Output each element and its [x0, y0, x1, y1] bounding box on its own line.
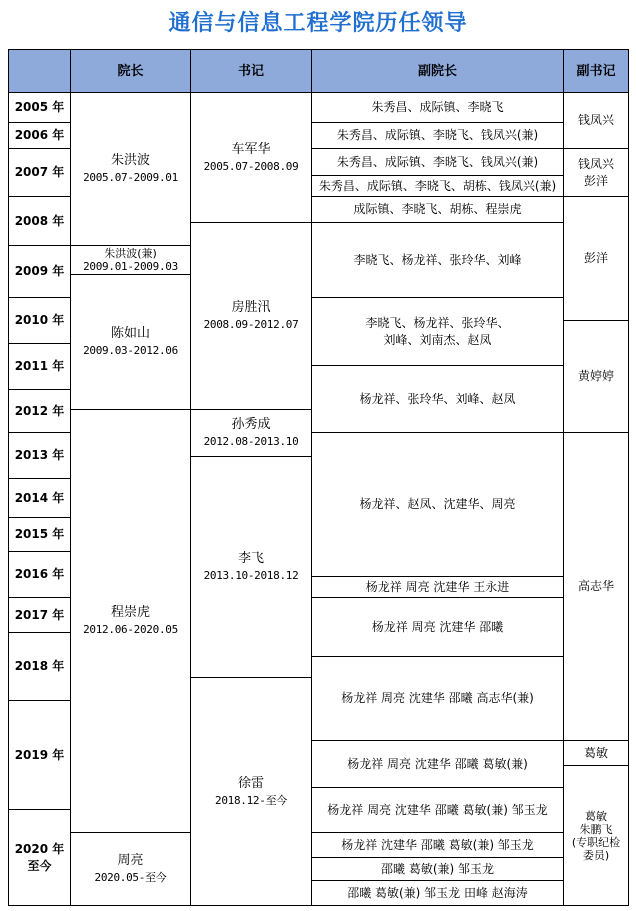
secretary-cell: [190, 677, 312, 906]
dean-period: 2012.06-2020.05: [83, 623, 178, 636]
year-cell: [8, 432, 71, 479]
vice-secretary-cell: [563, 765, 629, 906]
year-label: 2014 年: [14, 490, 65, 505]
year-label: 2019 年: [14, 747, 65, 762]
header-secretary: [190, 49, 312, 93]
dean-name: 周亮: [117, 853, 144, 868]
vice-dean-cell: [311, 597, 564, 657]
vice-dean-cell: [311, 787, 564, 833]
vice-secretary-cell: [563, 740, 629, 766]
vice-dean-cell: [311, 656, 564, 741]
vice-dean-cell: [311, 196, 564, 223]
vice-secretary-cell: [563, 196, 629, 321]
year-cell: [8, 517, 71, 552]
secretary-name: 李飞: [237, 551, 264, 566]
vice-secretary-names: 葛敏 朱鹏飞 (专职纪检 委员): [571, 809, 621, 862]
year-cell: [8, 597, 71, 633]
secretary-cell: [190, 222, 312, 410]
year-cell: [8, 196, 71, 246]
vice-dean-names: 李晓飞、杨龙祥、张玲华、 刘峰、刘南杰、赵凤: [365, 315, 510, 347]
year-cell: [8, 809, 71, 906]
year-label: 2015 年: [14, 527, 65, 541]
vice-dean-cell: [311, 175, 564, 197]
vice-dean-names: 杨龙祥 沈建华 邵曦 葛敏(兼) 邹玉龙: [341, 837, 534, 852]
secretary-period: 2008.09-2012.07: [203, 318, 299, 331]
vice-dean-names: 朱秀昌、成际镇、李晓飞: [371, 100, 504, 114]
secretary-name: 孙秀成: [231, 417, 271, 432]
dean-cell: [70, 409, 191, 833]
vice-dean-names: 杨龙祥、赵凤、沈建华、周亮: [359, 497, 516, 511]
dean-cell: [70, 274, 191, 410]
secretary-name: 车军华: [231, 141, 271, 157]
vice-secretary-cell: [563, 148, 629, 197]
vice-dean-names: 李晓飞、杨龙祥、张玲华、刘峰: [353, 252, 522, 267]
vice-dean-cell: [311, 740, 564, 788]
vice-dean-cell: [311, 148, 564, 176]
header-vice-secretary-label: 副书记: [576, 63, 616, 79]
vice-secretary-names: 葛敏: [583, 745, 608, 760]
vice-dean-names: 杨龙祥 周亮 沈建华 邵曦 葛敏(兼) 邹玉龙: [327, 802, 548, 817]
year-cell: [8, 478, 71, 518]
year-label: 2010 年: [14, 313, 65, 327]
vice-secretary-cell: [563, 432, 629, 741]
year-cell: [8, 700, 71, 810]
dean-name: 朱洪波: [110, 153, 150, 168]
vice-dean-cell: [311, 832, 564, 858]
year-label: 2005 年: [14, 100, 65, 114]
secretary-period: 2018.12-至今: [215, 793, 287, 807]
year-label: 2011 年: [14, 359, 65, 373]
dean-period: 2005.07-2009.01: [83, 171, 178, 184]
secretary-name: 徐雷: [237, 775, 264, 791]
header-dean: [70, 49, 191, 93]
vice-dean-names: 杨龙祥 周亮 沈建华 邵曦: [371, 619, 504, 634]
vice-dean-names: 朱秀昌、成际镇、李晓飞、钱凤兴(兼): [336, 154, 539, 169]
vice-dean-names: 杨龙祥 周亮 沈建华 邵曦 葛敏(兼): [347, 756, 528, 771]
vice-dean-cell: [311, 222, 564, 298]
header-vice-secretary: [563, 49, 629, 93]
vice-secretary-cell: [563, 320, 629, 433]
year-label: 2017 年: [14, 607, 65, 622]
dean-cell: [70, 92, 191, 246]
vice-dean-cell: [311, 857, 564, 881]
vice-secretary-names: 黄婷婷: [577, 369, 614, 383]
vice-dean-names: 杨龙祥 周亮 沈建华 王永进: [365, 579, 510, 594]
header-year: [8, 49, 71, 93]
vice-secretary-names: 钱凤兴: [577, 113, 614, 127]
year-cell: [8, 551, 71, 598]
year-cell: [8, 122, 71, 149]
year-cell: [8, 92, 71, 123]
header-vice-dean: [311, 49, 564, 93]
vice-dean-names: 邵曦 葛敏(兼) 邹玉龙: [381, 861, 494, 876]
header-secretary-label: 书记: [237, 63, 264, 79]
vice-dean-names: 邵曦 葛敏(兼) 邹玉龙 田峰 赵海涛: [347, 885, 528, 900]
year-cell: [8, 297, 71, 344]
vice-dean-names: 杨龙祥 周亮 沈建华 邵曦 高志华(兼): [341, 691, 534, 705]
dean-name: 陈如山: [110, 326, 150, 341]
secretary-period: 2005.07-2008.09: [203, 159, 299, 173]
year-cell: [8, 245, 71, 298]
vice-dean-names: 杨龙祥、张玲华、刘峰、赵凤: [359, 391, 516, 406]
year-cell: [8, 343, 71, 390]
secretary-name: 房胜汛: [231, 300, 271, 315]
year-label: 2009 年: [14, 264, 65, 278]
header-dean-label: 院长: [117, 63, 144, 79]
year-label: 2020 年 至今: [14, 841, 65, 873]
vice-dean-names: 朱秀昌、成际镇、李晓飞、钱凤兴(兼): [336, 128, 539, 142]
dean-name: 朱洪波(兼): [104, 247, 157, 260]
year-label: 2013 年: [14, 448, 65, 462]
secretary-cell: [190, 409, 312, 457]
vice-dean-cell: [311, 122, 564, 149]
year-label: 2006 年: [14, 128, 65, 142]
year-cell: [8, 389, 71, 433]
year-cell: [8, 148, 71, 197]
dean-period: 2009.03-2012.06: [83, 344, 178, 357]
secretary-cell: [190, 456, 312, 678]
year-label: 2016 年: [14, 567, 65, 581]
year-label: 2008 年: [14, 213, 65, 228]
secretary-period: 2012.08-2013.10: [203, 435, 299, 448]
header-vice-dean-label: 副院长: [417, 63, 457, 79]
vice-secretary-cell: [563, 92, 629, 149]
vice-dean-cell: [311, 432, 564, 577]
vice-dean-cell: [311, 297, 564, 366]
vice-dean-cell: [311, 880, 564, 906]
year-label: 2018 年: [14, 659, 65, 673]
vice-secretary-names: 高志华: [577, 579, 614, 593]
dean-cell: [70, 245, 191, 275]
vice-secretary-names: 彭洋: [583, 251, 608, 265]
year-label: 2012 年: [14, 403, 65, 418]
year-label: 2007 年: [14, 165, 65, 179]
year-cell: [8, 632, 71, 701]
vice-dean-names: 成际镇、李晓飞、胡栋、程崇虎: [353, 202, 522, 216]
dean-cell: [70, 832, 191, 906]
dean-period: 2009.01-2009.03: [83, 260, 178, 273]
vice-dean-names: 朱秀昌、成际镇、李晓飞、胡栋、钱凤兴(兼): [318, 178, 557, 193]
secretary-period: 2013.10-2018.12: [203, 569, 299, 582]
dean-name: 程崇虎: [110, 605, 150, 620]
page-title: 通信与信息工程学院历任领导: [168, 11, 468, 36]
vice-dean-cell: [311, 92, 564, 123]
secretary-cell: [190, 92, 312, 223]
vice-dean-cell: [311, 365, 564, 433]
vice-dean-cell: [311, 576, 564, 598]
vice-secretary-names: 钱凤兴 彭洋: [577, 156, 614, 188]
dean-period: 2020.05-至今: [94, 871, 167, 884]
